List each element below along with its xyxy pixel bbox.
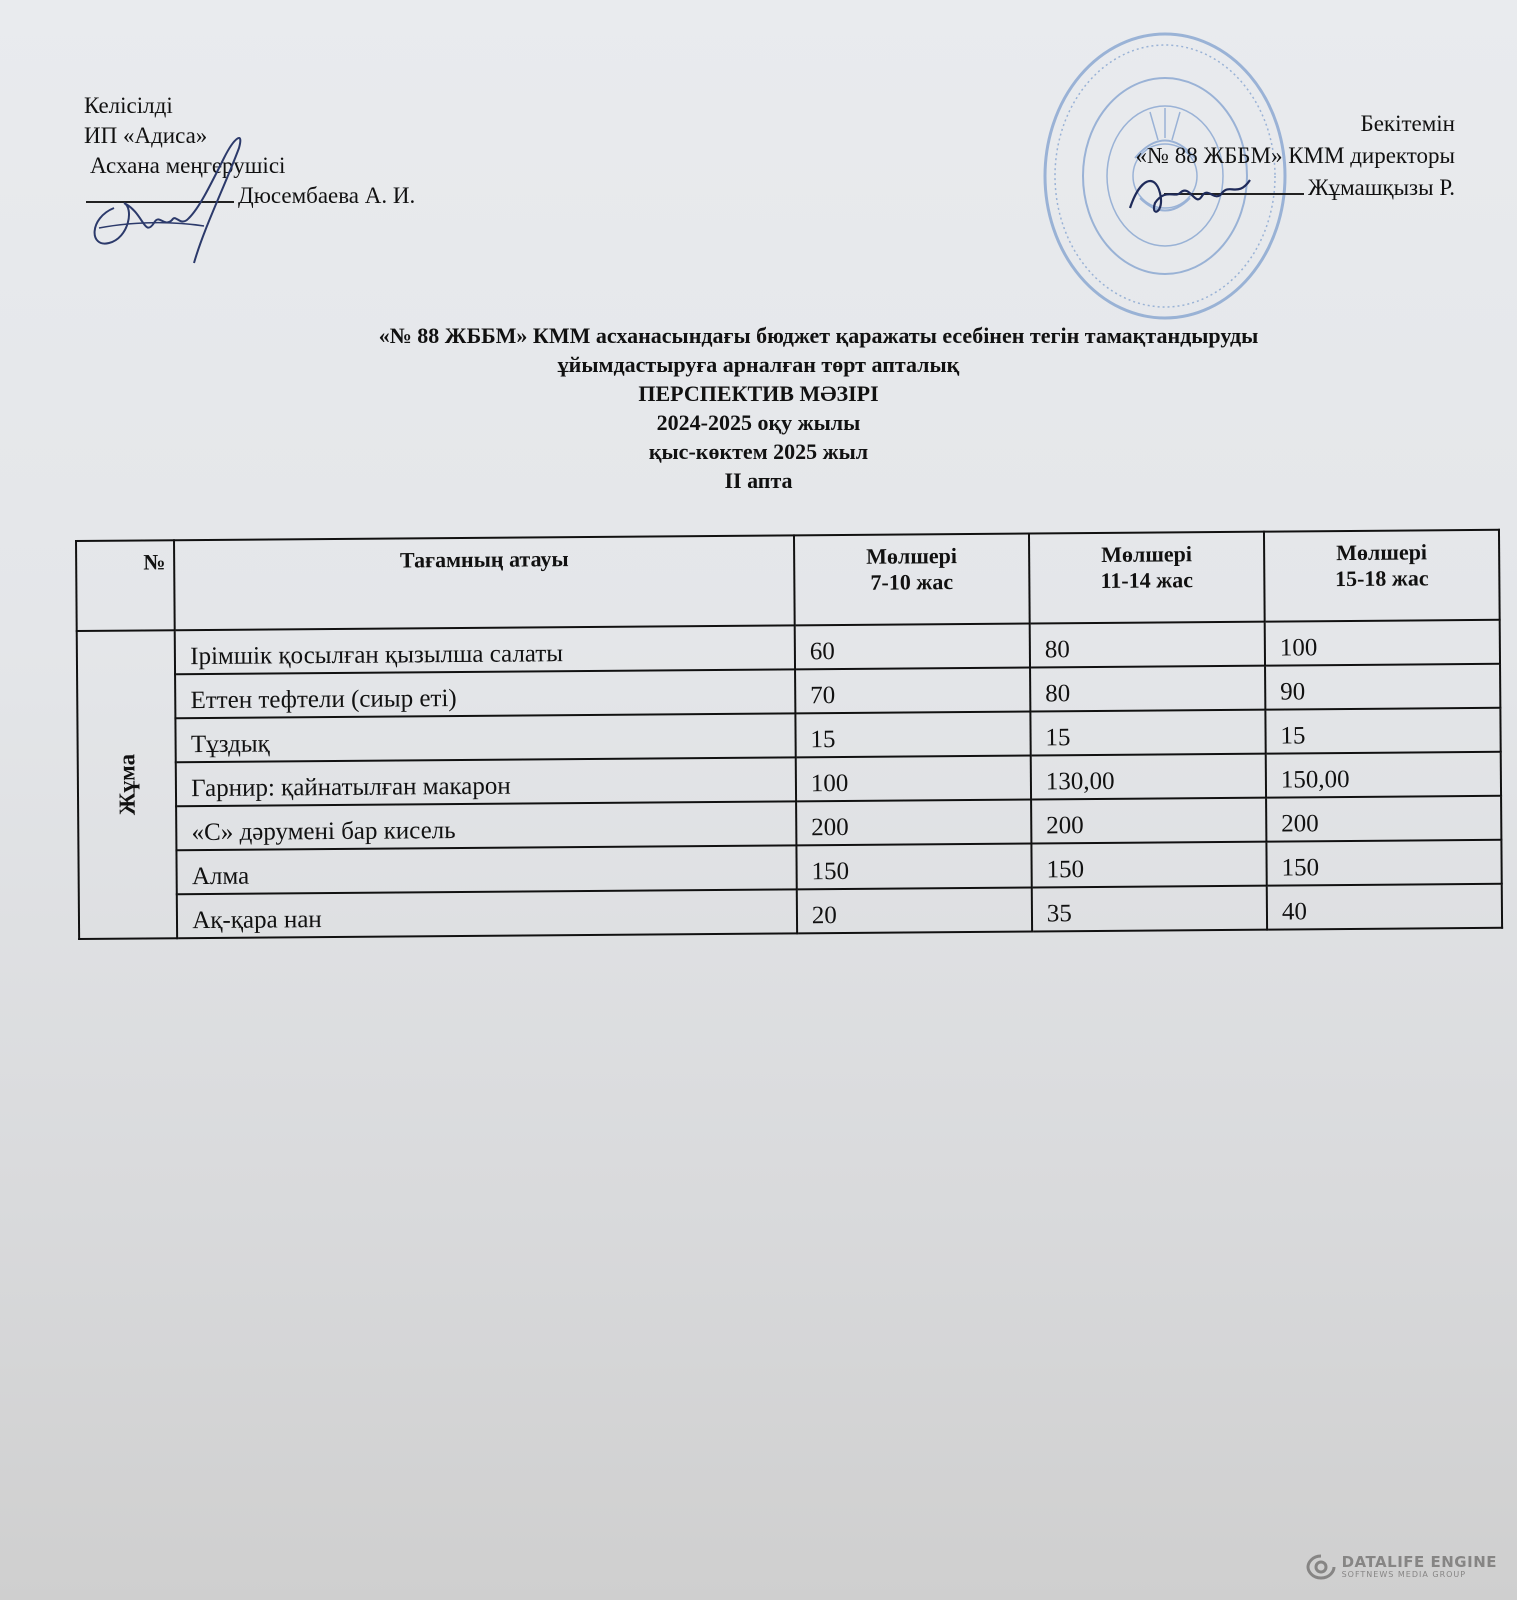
menu-table xyxy=(75,529,1503,940)
watermark-sub: SOFTNEWS MEDIA GROUP xyxy=(1341,1569,1467,1579)
approval-left-org: ИП «Адиса» xyxy=(84,123,208,148)
header-age-range: 7-10 жас xyxy=(870,569,954,595)
header-dish-name: Тағамның атауы xyxy=(174,535,794,630)
approval-left-heading: Келісілді xyxy=(84,93,173,118)
day-label: Жұма xyxy=(113,753,140,816)
dish-name: Тұздық xyxy=(176,713,796,762)
header-portion-label: Мөлшері xyxy=(866,543,958,569)
table-header-row xyxy=(76,530,1500,631)
portion-15-18: 150,00 xyxy=(1266,752,1501,798)
dish-name: Еттен тефтели (сиыр еті) xyxy=(175,669,795,718)
day-cell xyxy=(77,630,178,939)
portion-15-18: 90 xyxy=(1265,664,1500,710)
portion-7-10: 15 xyxy=(795,712,1030,758)
header-age-range: 15-18 жас xyxy=(1334,565,1429,592)
portion-11-14: 35 xyxy=(1032,886,1267,932)
portion-15-18: 200 xyxy=(1266,796,1501,842)
datalife-logo-icon xyxy=(1306,1554,1336,1580)
title-line-3: ПЕРСПЕКТИВ МӘЗІРІ xyxy=(638,381,879,406)
signature-left xyxy=(84,128,254,268)
document-title-block xyxy=(0,322,1517,496)
menu-table-body xyxy=(77,620,1502,939)
portion-7-10: 20 xyxy=(797,887,1032,933)
dish-name: Гарнир: қайнатылған макарон xyxy=(176,757,796,806)
portion-7-10: 150 xyxy=(796,843,1031,889)
approval-left-position: Асхана меңгерушісі xyxy=(90,153,286,178)
header-portion-11-14 xyxy=(1029,532,1265,624)
portion-15-18: 40 xyxy=(1267,884,1502,930)
portion-11-14: 80 xyxy=(1030,666,1265,712)
watermark-brand: DATALIFE ENGINE xyxy=(1341,1552,1497,1571)
title-line-1: «№ 88 ЖББМ» КММ асханасындағы бюджет қаражаты есебінен тегін тамақтандыруды xyxy=(378,323,1259,348)
header-portion-label: Мөлшері xyxy=(1336,539,1428,566)
portion-15-18: 100 xyxy=(1265,620,1500,666)
title-line-6: ІІ апта xyxy=(724,468,793,493)
approval-right-heading: Бекітемін xyxy=(1360,111,1455,136)
portion-15-18: 150 xyxy=(1266,840,1501,886)
title-line-2: ұйымдастыруға арналған төрт апталық xyxy=(557,352,960,377)
portion-7-10: 70 xyxy=(795,668,1030,714)
title-line-4: 2024-2025 оқу жылы xyxy=(656,410,861,435)
portion-7-10: 60 xyxy=(795,624,1030,670)
header-portion-label: Мөлшері xyxy=(1101,541,1193,567)
signature-right xyxy=(1120,168,1260,228)
approval-right-name: Жұмашқызы Р. xyxy=(1307,175,1455,200)
dish-name: Ірімшік қосылған қызылша салаты xyxy=(175,625,795,674)
approval-right-position: «№ 88 ЖББМ» КММ директоры xyxy=(1135,143,1455,168)
portion-7-10: 100 xyxy=(796,756,1031,802)
portion-11-14: 80 xyxy=(1030,622,1265,668)
header-age-range: 11-14 жас xyxy=(1100,567,1194,593)
header-portion-15-18 xyxy=(1264,530,1500,622)
dish-name: Ақ-қара нан xyxy=(177,889,797,938)
title-line-5: қыс-көктем 2025 жыл xyxy=(648,439,869,464)
portion-11-14: 150 xyxy=(1031,842,1266,888)
header-portion-7-10 xyxy=(794,534,1030,626)
approval-left-name: Дюсембаева А. И. xyxy=(238,183,416,208)
portion-11-14: 130,00 xyxy=(1031,754,1266,800)
dish-name: Алма xyxy=(177,845,797,894)
portion-11-14: 200 xyxy=(1031,798,1266,844)
portion-11-14: 15 xyxy=(1030,710,1265,756)
portion-7-10: 200 xyxy=(796,799,1031,845)
header-number: № xyxy=(76,540,175,631)
watermark xyxy=(1306,1554,1497,1580)
dish-name: «С» дәрумені бар кисель xyxy=(176,801,796,850)
portion-15-18: 15 xyxy=(1265,708,1500,754)
